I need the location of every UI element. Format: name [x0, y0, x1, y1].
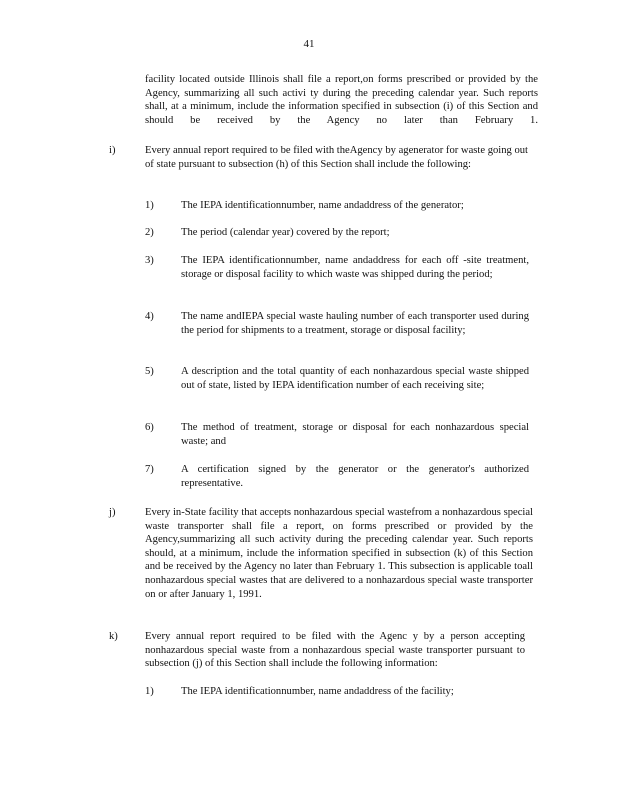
section-i-item-3-text: The IEPA identificationnumber, name andaddress for each off -site treatment, storage or disposal facility to which waste was shipped during the period;	[181, 255, 529, 280]
section-k-item-1-label: 1)	[145, 686, 154, 697]
section-i-item-7-label: 7)	[145, 464, 154, 475]
page-number: 41	[303, 38, 315, 50]
section-i-item-7-text: A certification signed by the generator or the generator's authorized representative.	[181, 464, 529, 489]
continuation-paragraph: facility located outside Illinois shall file a report,on forms prescribed or provided by the Agency, summarizing all such activi ty during the preceding calendar year. Such reports shall, at a minimum, include the information specified in subsection (i) of this Section and should be received by the Agency no later than February 1.	[145, 74, 538, 126]
section-i-item-5-label: 5)	[145, 366, 154, 377]
section-i-item-2-label: 2)	[145, 227, 154, 238]
section-i-item-6-label: 6)	[145, 422, 154, 433]
section-i-item-1-text: The IEPA identificationnumber, name andaddress of the generator;	[181, 200, 464, 211]
section-i-item-2-text: The period (calendar year) covered by the report;	[181, 227, 390, 238]
section-j-label: j)	[109, 507, 116, 518]
section-i-text: Every annual report required to be filed with theAgency by agenerator for waste going out of state pursuant to subsection (h) of this Section shall include the following:	[145, 145, 529, 170]
section-j-text: Every in-State facility that accepts nonhazardous special wastefrom a nonhazardous special waste transporter shall file a report, on forms prescribed or provided by the Agency,summarizing all such activity during the preceding calendar year. Such reports should, at a minimum, include the information specified in subsection (k) of this Section and be received by the Agency no later than February 1. This subsection is applicable toall nonhazardous special wastes that are delivered to a nonhazardous special waste transporter on or after January 1, 1991.	[145, 507, 533, 600]
section-k-item-1-text: The IEPA identificationnumber, name andaddress of the facility;	[181, 686, 454, 697]
section-i-label: i)	[109, 145, 116, 156]
section-i-item-4-text: The name andIEPA special waste hauling number of each transporter used during the period for shipments to a treatment, storage or disposal facility;	[181, 311, 529, 336]
section-i-item-4-label: 4)	[145, 311, 154, 322]
section-i-item-3-label: 3)	[145, 255, 154, 266]
section-k-text: Every annual report required to be filed with the Agenc y by a person accepting nonhazardous special waste from a nonhazardous special waste transporter pursuant to subsection (j) of this Section shall include the following information:	[145, 631, 525, 670]
section-i-item-1-label: 1)	[145, 200, 154, 211]
section-k-label: k)	[109, 631, 118, 642]
section-i-item-6-text: The method of treatment, storage or disposal for each nonhazardous special waste; and	[181, 422, 529, 447]
section-i-item-5-text: A description and the total quantity of each nonhazardous special waste shipped out of state, listed by IEPA identification number of each receiving site;	[181, 366, 529, 391]
